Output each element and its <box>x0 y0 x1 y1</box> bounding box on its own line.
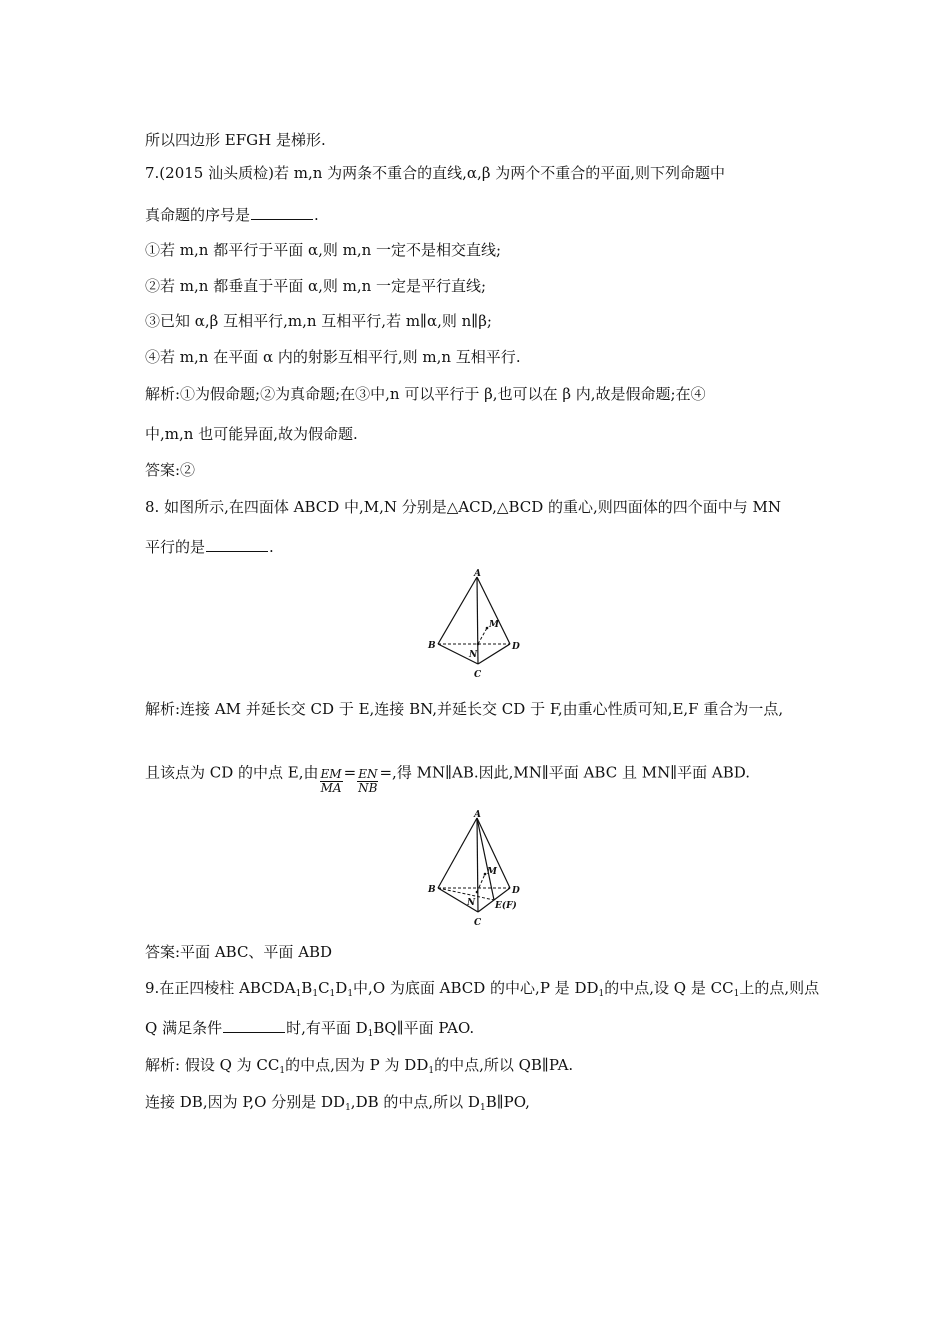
problem-9-question-a: Q 满足条件 <box>145 1019 223 1037</box>
tetrahedron-figure-1 <box>425 568 525 682</box>
point-label-m: M <box>489 620 499 630</box>
problem-8-answer: 答案:平面 ABC、平面 ABD <box>145 943 333 961</box>
answer-blank <box>206 537 268 552</box>
fraction-denominator: MA <box>320 781 342 795</box>
text-line-trapezoid: 所以四边形 EFGH 是梯形. <box>145 131 326 149</box>
vertex-label-b: B <box>428 641 436 651</box>
subscript: 1 <box>733 989 740 999</box>
point-label-e-f: E(F) <box>495 901 517 911</box>
problem-9-stem <box>145 978 819 1004</box>
problem-9-question-b: 时,有平面 D <box>286 1019 368 1037</box>
tetrahedron-figure-2 <box>425 808 525 930</box>
problem-9-stem-g: 上的点,则点 <box>739 979 820 997</box>
problem-7-question-end: . <box>314 206 319 224</box>
problem-7-question <box>145 205 319 225</box>
problem-7-option-3: ③已知 α,β 互相平行,m,n 互相平行,若 m∥α,则 n∥β; <box>145 312 492 330</box>
equals-sign: = <box>343 763 357 782</box>
problem-7-answer: 答案:② <box>145 461 196 479</box>
problem-7-question-text: 真命题的序号是 <box>145 206 251 224</box>
fraction-em-ma <box>320 768 343 795</box>
vertex-label-c: C <box>474 918 482 928</box>
problem-7-option-4: ④若 m,n 在平面 α 内的射影互相平行,则 m,n 互相平行. <box>145 348 521 366</box>
subscript: 1 <box>329 989 336 999</box>
problem-7-solution-2: 中,m,n 也可能异面,故为假命题. <box>145 425 358 443</box>
answer-blank <box>251 205 313 220</box>
problem-9-solution-2-c: B∥PO, <box>485 1093 530 1111</box>
vertex-label-a: A <box>474 810 481 820</box>
answer-blank <box>223 1018 285 1033</box>
vertex-label-a: A <box>474 569 481 579</box>
fraction-numerator: EN <box>358 767 378 781</box>
problem-9-solution-1-a: 解析: 假设 Q 为 CC <box>145 1056 280 1074</box>
problem-8-question <box>145 537 274 557</box>
point-label-n: N <box>469 650 478 660</box>
point-label-n: N <box>467 898 476 908</box>
problem-9-stem-a: 9.在正四棱柱 ABCDA <box>145 979 296 997</box>
fraction-denominator: NB <box>358 781 378 795</box>
problem-8-question-end: . <box>269 538 274 556</box>
subscript: 1 <box>479 1103 486 1113</box>
point-label-m: M <box>487 867 497 877</box>
vertex-label-c: C <box>474 670 482 680</box>
problem-9-solution-1-c: 的中点,所以 QB∥PA. <box>434 1056 574 1074</box>
vertex-label-b: B <box>428 885 436 895</box>
problem-7-option-1: ①若 m,n 都平行于平面 α,则 m,n 一定不是相交直线; <box>145 241 502 259</box>
problem-9-stem-e: 中,O 为底面 ABCD 的中心,P 是 DD <box>353 979 599 997</box>
problem-9-solution-2-b: ,DB 的中点,所以 D <box>350 1093 480 1111</box>
problem-9-solution-1-b: 的中点,因为 P 为 DD <box>285 1056 429 1074</box>
problem-9-stem-c: C <box>318 979 330 997</box>
vertex-label-d: D <box>512 886 520 896</box>
subscript: 1 <box>295 989 302 999</box>
vertex-label-d: D <box>512 642 520 652</box>
problem-9-stem-b: B <box>301 979 313 997</box>
problem-8-solution-1: 解析:连接 AM 并延长交 CD 于 E,连接 BN,并延长交 CD 于 F,由重心性质可知,E,F 重合为一点, <box>145 700 784 718</box>
problem-9-stem-d: D <box>335 979 348 997</box>
subscript: 1 <box>279 1066 286 1076</box>
subscript: 1 <box>367 1029 374 1039</box>
problem-9-solution-2 <box>145 1092 530 1118</box>
problem-9-question <box>145 1018 474 1044</box>
problem-7-option-2: ②若 m,n 都垂直于平面 α,则 m,n 一定是平行直线; <box>145 277 487 295</box>
problem-9-question-c: BQ∥平面 PAO. <box>373 1019 475 1037</box>
problem-7-stem: 7.(2015 汕头质检)若 m,n 为两条不重合的直线,α,β 为两个不重合的平面,则下列命题中 <box>145 164 726 182</box>
fraction-numerator: EM <box>320 767 342 781</box>
problem-9-solution-2-a: 连接 DB,因为 P,O 分别是 DD <box>145 1093 346 1111</box>
subscript: 1 <box>312 989 319 999</box>
problem-9-stem-f: 的中点,设 Q 是 CC <box>604 979 734 997</box>
subscript: 1 <box>598 989 605 999</box>
problem-7-solution-1: 解析:①为假命题;②为真命题;在③中,n 可以平行于 β,也可以在 β 内,故是假命题;在④ <box>145 385 706 403</box>
problem-8-question-text: 平行的是 <box>145 538 206 556</box>
problem-8-stem: 8. 如图所示,在四面体 ABCD 中,M,N 分别是△ACD,△BCD 的重心,则四面体的四个面中与 MN <box>145 498 782 516</box>
problem-8-solution-2-b: =,得 MN∥AB.因此,MN∥平面 ABC 且 MN∥平面 ABD. <box>379 763 751 782</box>
subscript: 1 <box>428 1066 435 1076</box>
subscript: 1 <box>345 1103 351 1113</box>
problem-8-solution-2 <box>145 760 751 795</box>
problem-8-solution-2-a: 且该点为 CD 的中点 E,由 <box>145 763 319 782</box>
fraction-en-nb <box>357 768 378 795</box>
problem-9-solution-1 <box>145 1055 573 1081</box>
subscript: 1 <box>347 989 354 999</box>
